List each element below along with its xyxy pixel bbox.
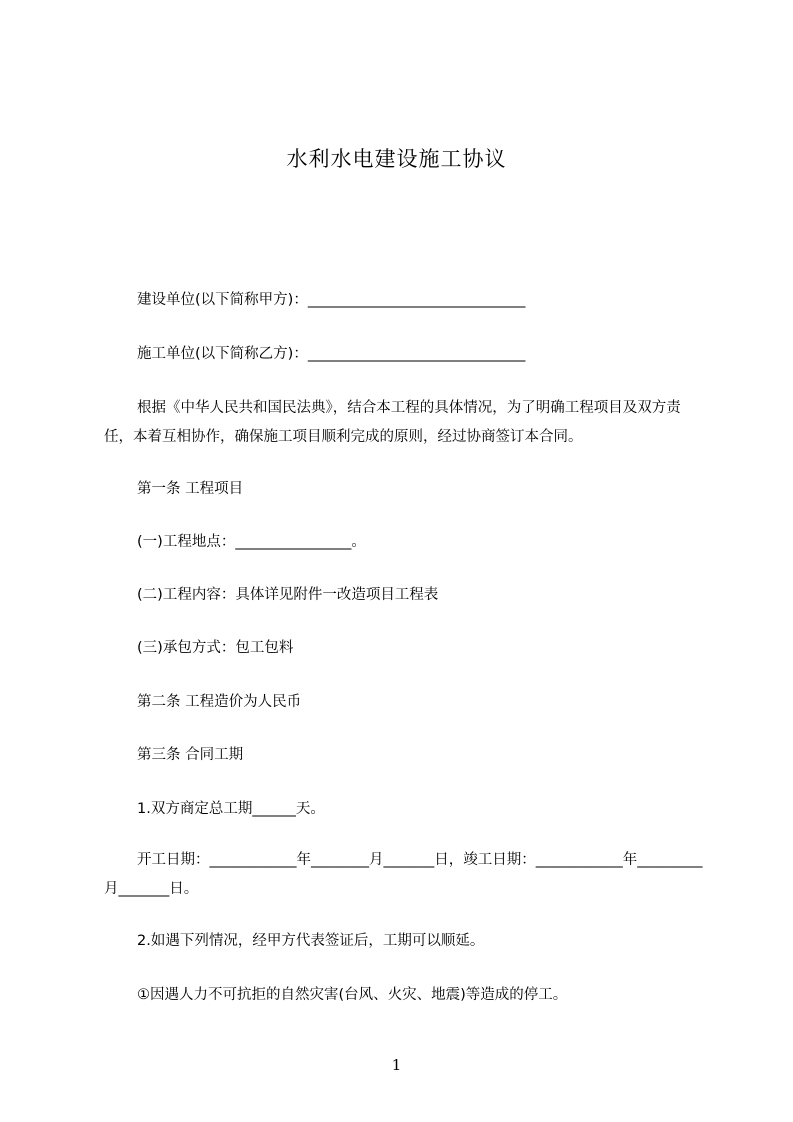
condition-1-force-majeure: ①因遇人力不可抗拒的自然灾害(台风、火灾、地震)等造成的停工。 (137, 987, 568, 1003)
party-a-field: 建设单位(以下简称甲方)：______________________________ (137, 292, 526, 308)
page-number: 1 (391, 1056, 402, 1074)
clause-2-extension: 2.如遇下列情况，经甲方代表签证后，工期可以顺延。 (137, 933, 485, 949)
article-1-item-contract-mode: (三)承包方式：包工包料 (137, 640, 294, 656)
party-b-field: 施工单位(以下简称乙方)：______________________________ (137, 346, 526, 362)
article-2-heading: 第二条 工程造价为人民币 (137, 694, 302, 710)
article-1-heading: 第一条 工程项目 (137, 481, 244, 497)
preamble-paragraph: 根据《中华人民共和国民法典》，结合本工程的具体情况，为了明确工程项目及双方责任，本着互相协作，确保施工项目顺利完成的原则，经过协商签订本合同。 (104, 400, 681, 445)
schedule-dates-paragraph: 开工日期：____________年________月_______日，竣工日期：____________年_________月_______日。 (104, 852, 703, 897)
article-1-item-location: (一)工程地点：________________。 (137, 534, 366, 550)
article-3-heading: 第三条 合同工期 (137, 747, 244, 763)
clause-1-total-period: 1.双方商定总工期______天。 (137, 801, 325, 817)
article-1-item-content: (二)工程内容：具体详见附件一改造项目工程表 (137, 587, 439, 603)
document-title: 水利水电建设施工协议 (286, 147, 507, 171)
